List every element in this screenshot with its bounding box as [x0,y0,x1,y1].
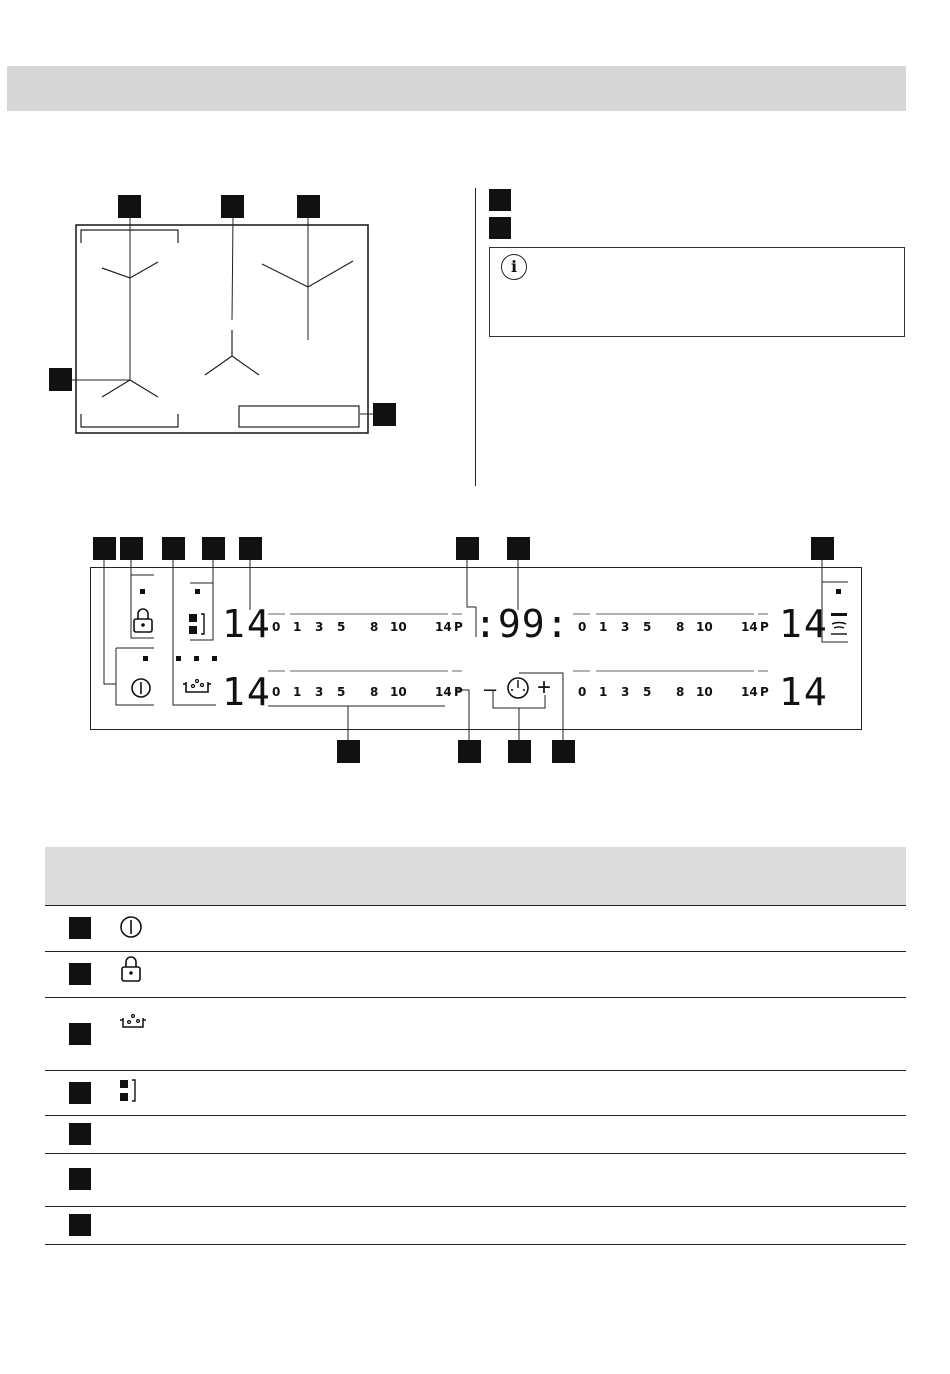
power-level-display: 14 [222,670,272,714]
scale-label: 8 [370,685,379,699]
minus-button[interactable]: – [484,676,497,701]
bridge-icon [120,1080,135,1101]
scale-label: 8 [676,620,685,634]
scale-label: 0 [578,685,587,699]
scale-label: 14 [435,620,452,634]
scale-label: 3 [621,685,630,699]
power-icon [121,917,141,937]
scale-label: 0 [272,685,281,699]
power-level-display: 14 [779,670,829,714]
scale-label: P [760,685,769,699]
scale-label: 5 [337,620,346,634]
plus-button[interactable]: + [537,674,552,701]
scale-label: 5 [643,685,652,699]
power-level-display: 14 [779,602,829,646]
scale-label: 10 [696,685,713,699]
scale-label: 14 [741,620,758,634]
scale-label: P [454,620,463,634]
timer-display: :99: [474,602,570,646]
scale-label: 10 [390,620,407,634]
power-level-display: 14 [222,602,272,646]
scale-label: 8 [676,685,685,699]
scale-label: 0 [272,620,281,634]
scale-label: 10 [390,685,407,699]
scale-label: 1 [599,620,608,634]
scale-label: 10 [696,620,713,634]
scale-label: 1 [293,685,302,699]
scale-label: 5 [337,685,346,699]
info-icon: i [501,254,527,280]
scale-label: P [760,620,769,634]
scale-label: 14 [741,685,758,699]
scale-label: 3 [315,685,324,699]
scale-label: 3 [315,620,324,634]
scale-label: 3 [621,620,630,634]
scale-label: 5 [643,620,652,634]
scale-label: 0 [578,620,587,634]
scale-label: P [454,685,463,699]
scale-label: 1 [599,685,608,699]
scale-label: 8 [370,620,379,634]
lock-icon [122,957,140,981]
scale-label: 1 [293,620,302,634]
scale-label: 14 [435,685,452,699]
pot-bubbles-icon [120,1015,146,1027]
